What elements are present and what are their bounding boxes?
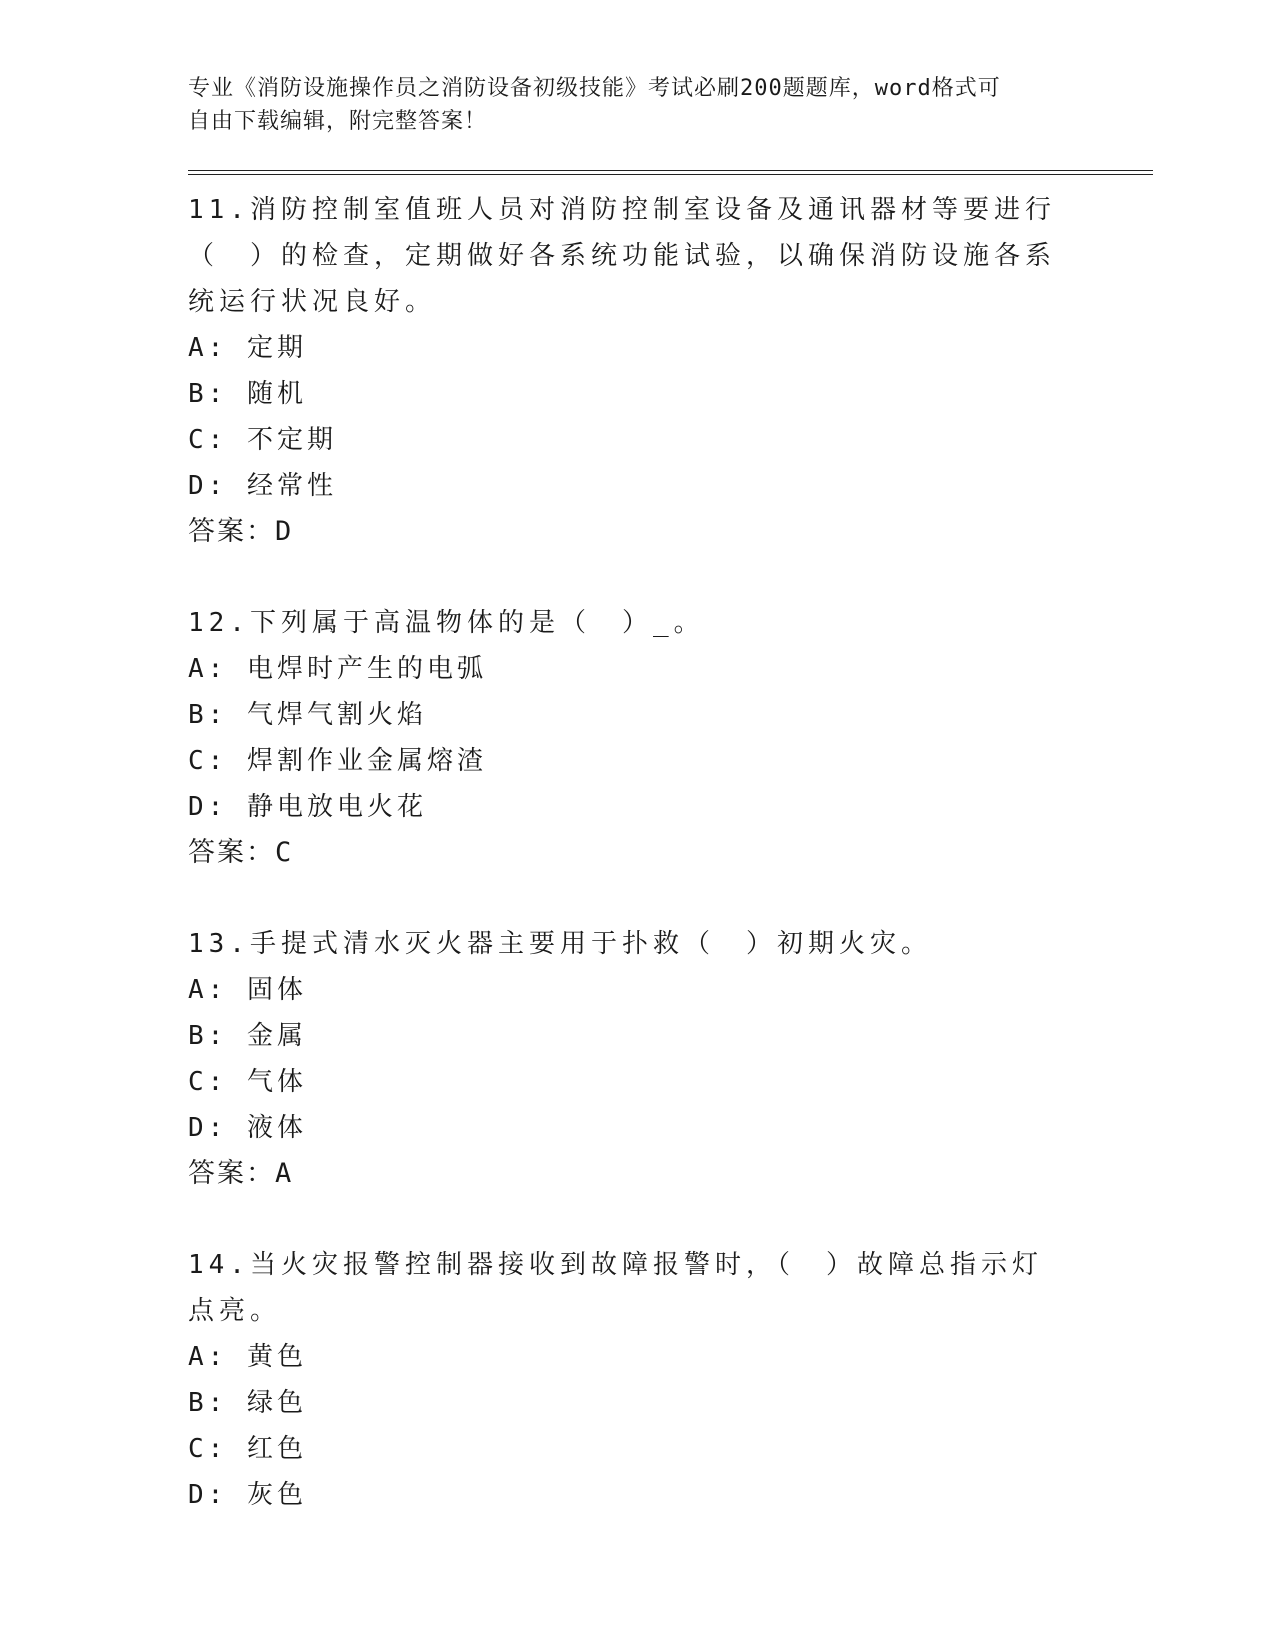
option-d: D: 静电放电火花 xyxy=(188,792,427,822)
question-list xyxy=(188,187,1153,1518)
question-stem: 14.当火灾报警控制器接收到故障报警时，（ ）故障总指示灯点亮。 xyxy=(188,1250,1043,1326)
question-stem: 11.消防控制室值班人员对消防控制室设备及通讯器材等要进行（ ）的检查，定期做好各系统功能试验，以确保消防设施各系统运行状况良好。 xyxy=(188,195,1057,317)
document-header xyxy=(188,72,1153,138)
answer-line: 答案：C xyxy=(188,837,294,868)
option-c: C: 不定期 xyxy=(188,425,337,455)
header-line-1: 专业《消防设施操作员之消防设备初级技能》考试必刷200题题库，word格式可 xyxy=(188,76,1001,101)
document-page xyxy=(188,72,1153,1563)
question-stem: 13.手提式清水灭火器主要用于扑救（ ）初期火灾。 xyxy=(188,929,932,959)
option-b: B: 随机 xyxy=(188,379,307,409)
question-stem: 12.下列属于高温物体的是（ ）_。 xyxy=(188,608,705,638)
option-b: B: 金属 xyxy=(188,1021,307,1051)
option-b: B: 绿色 xyxy=(188,1388,307,1418)
header-divider xyxy=(188,170,1153,175)
option-d: D: 液体 xyxy=(188,1113,307,1143)
option-d: D: 灰色 xyxy=(188,1480,307,1510)
answer-line: 答案：A xyxy=(188,1158,294,1189)
option-c: C: 红色 xyxy=(188,1434,307,1464)
header-line-2: 自由下载编辑，附完整答案！ xyxy=(188,109,488,134)
option-d: D: 经常性 xyxy=(188,471,337,501)
option-c: C: 气体 xyxy=(188,1067,307,1097)
question-12 xyxy=(188,600,1153,876)
option-a: A: 黄色 xyxy=(188,1342,307,1372)
answer-line: 答案：D xyxy=(188,516,294,547)
option-a: A: 定期 xyxy=(188,333,307,363)
option-c: C: 焊割作业金属熔渣 xyxy=(188,746,487,776)
header-text xyxy=(188,72,1068,138)
question-14 xyxy=(188,1242,1153,1518)
option-a: A: 电焊时产生的电弧 xyxy=(188,654,487,684)
option-a: A: 固体 xyxy=(188,975,307,1005)
question-13 xyxy=(188,921,1153,1197)
option-b: B: 气焊气割火焰 xyxy=(188,700,427,730)
question-11 xyxy=(188,187,1153,555)
